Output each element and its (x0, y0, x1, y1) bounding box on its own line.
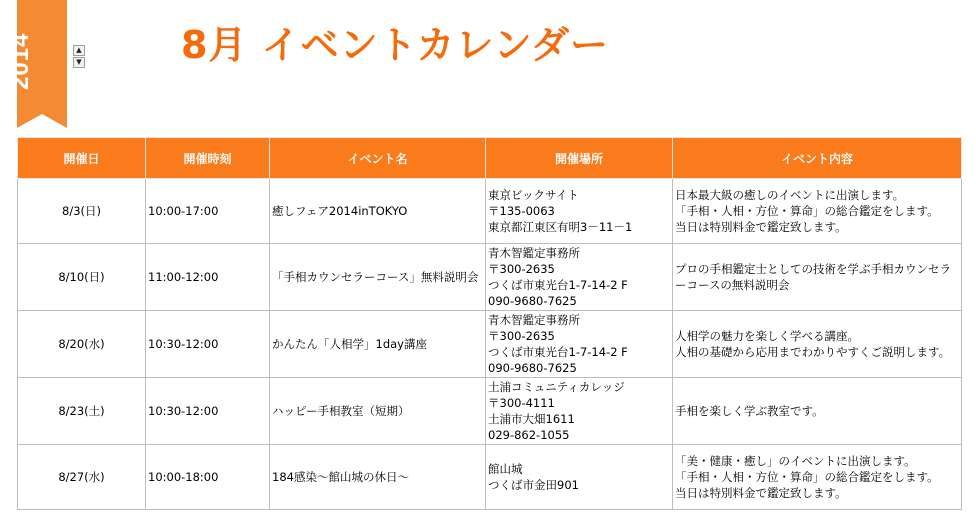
event-time: 10:30-12:00 (146, 311, 270, 378)
column-header-time: 開催時刻 (146, 138, 270, 179)
triangle-down-icon[interactable]: ▼ (73, 57, 85, 68)
event-venue (486, 244, 673, 311)
details-line: 人相学の魅力を楽しく学べる講座。 (675, 329, 859, 343)
venue-line: 土浦市大畑1611 (488, 412, 575, 426)
venue-line: 東京都江東区有明3－11－1 (488, 220, 633, 234)
details-line: プロの手相鑑定士としての技術を学ぶ手相カウンセラーコースの無料説明会 (675, 262, 951, 292)
venue-line: つくば市金田901 (488, 478, 579, 492)
venue-line: 青木智鑑定事務所 (488, 313, 580, 327)
event-details (673, 378, 962, 445)
venue-line: 〒135-0063 (488, 204, 555, 218)
table-row (18, 179, 962, 244)
year-label: 2014 (7, 32, 34, 90)
venue-line: 館山城 (488, 462, 523, 476)
venue-line: 東京ビックサイト (488, 188, 579, 202)
details-line: 当日は特別料金で鑑定致します。 (675, 220, 847, 234)
venue-line: 029-862-1055 (488, 428, 570, 442)
event-date: 8/20(水) (18, 311, 146, 378)
event-details (673, 445, 962, 510)
event-venue (486, 445, 673, 510)
table-row (18, 244, 962, 311)
venue-line: 090-9680-7625 (488, 294, 577, 308)
event-date: 8/3(日) (18, 179, 146, 244)
event-date: 8/10(日) (18, 244, 146, 311)
venue-line: 090-9680-7625 (488, 361, 577, 375)
event-name: かんたん「人相学」1day講座 (270, 311, 486, 378)
column-header-event-details: イベント内容 (673, 138, 962, 179)
venue-line: 〒300-2635 (488, 329, 555, 343)
details-line: 手相を楽しく学ぶ教室です。 (675, 404, 824, 418)
table-row (18, 311, 962, 378)
venue-line: 青木智鑑定事務所 (488, 246, 580, 260)
venue-line: つくば市東光台1-7-14-2 F (488, 278, 628, 292)
event-venue (486, 378, 673, 445)
triangle-up-icon[interactable]: ▲ (73, 45, 85, 56)
event-name: 癒しフェア2014inTOKYO (270, 179, 486, 244)
details-line: 人相の基礎から応用までわかりやすくご説明します。 (675, 345, 951, 359)
event-date: 8/27(水) (18, 445, 146, 510)
details-line: 日本最大級の癒しのイベントに出演します。 (675, 188, 905, 202)
details-line: 当日は特別料金で鑑定致します。 (675, 486, 847, 500)
event-details (673, 311, 962, 378)
event-name: ハッピー手相教室（短期） (270, 378, 486, 445)
event-time: 10:00-17:00 (146, 179, 270, 244)
column-header-venue: 開催場所 (486, 138, 673, 179)
details-line: 「美・健康・癒し」のイベントに出演します。 (675, 454, 916, 468)
details-line: 「手相・人相・方位・算命」の総合鑑定をします。 (675, 470, 939, 484)
event-name: 「手相カウンセラーコース」無料説明会 (270, 244, 486, 311)
event-date: 8/23(土) (18, 378, 146, 445)
year-spinner[interactable] (73, 45, 85, 69)
event-venue (486, 179, 673, 244)
details-line: 「手相・人相・方位・算命」の総合鑑定をします。 (675, 204, 939, 218)
event-time: 10:00-18:00 (146, 445, 270, 510)
table-row (18, 378, 962, 445)
table-row (18, 445, 962, 510)
event-venue (486, 311, 673, 378)
event-details (673, 179, 962, 244)
venue-line: つくば市東光台1-7-14-2 F (488, 345, 628, 359)
page-title: 8月 イベントカレンダー (181, 23, 610, 67)
event-table (17, 137, 962, 510)
event-name: 184感染～館山城の休日～ (270, 445, 486, 510)
event-time: 11:00-12:00 (146, 244, 270, 311)
table-header-row (18, 138, 962, 179)
event-details (673, 244, 962, 311)
column-header-event-name: イベント名 (270, 138, 486, 179)
venue-line: 土浦コミュニティカレッジ (488, 380, 625, 394)
venue-line: 〒300-4111 (488, 396, 555, 410)
column-header-date: 開催日 (18, 138, 146, 179)
venue-line: 〒300-2635 (488, 262, 555, 276)
event-time: 10:30-12:00 (146, 378, 270, 445)
